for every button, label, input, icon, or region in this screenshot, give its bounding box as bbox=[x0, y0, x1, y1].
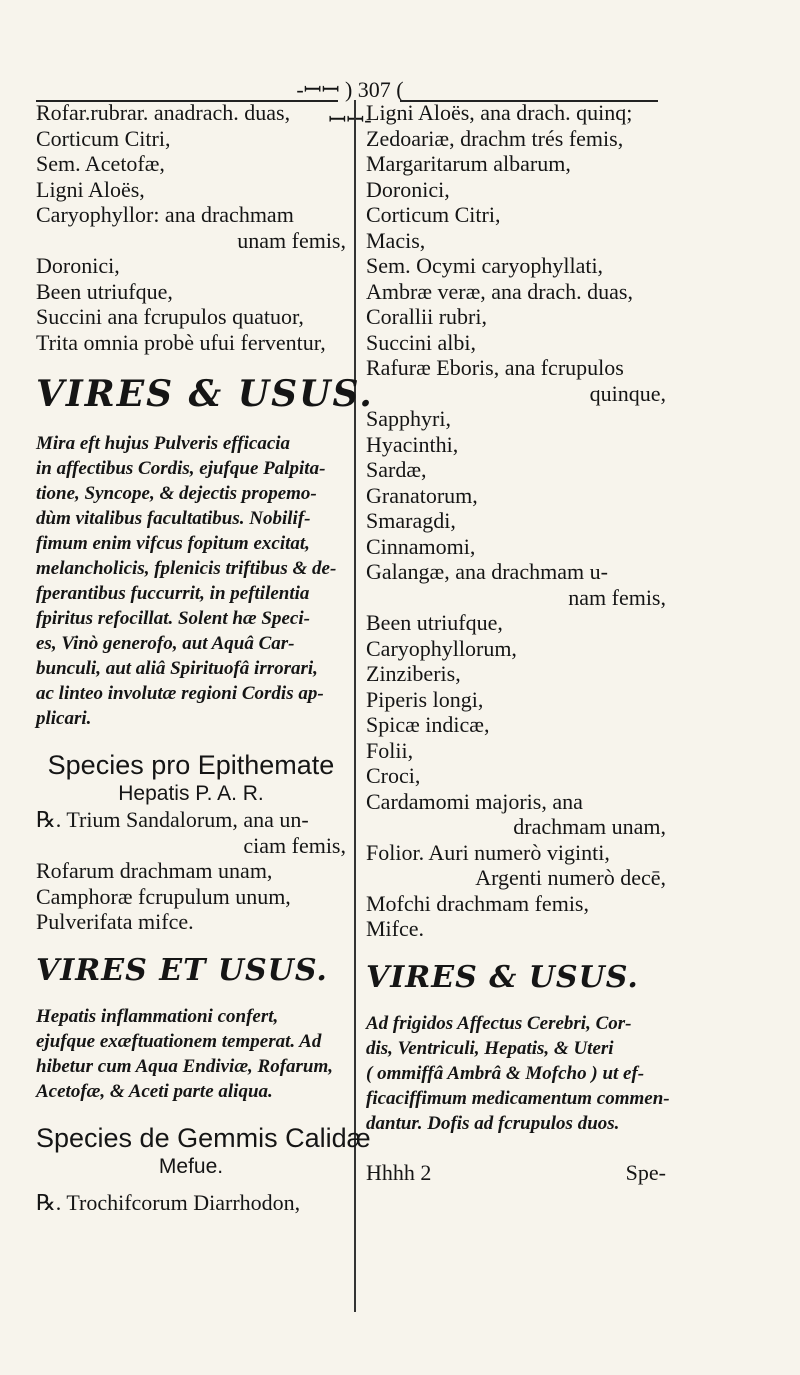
ingredient-line: Sem. Ocymi caryophyllati, bbox=[366, 253, 604, 278]
ingredient-list bbox=[366, 100, 666, 942]
ingredient-line: Hyacinthi, bbox=[366, 431, 459, 457]
ingredient-line: Margaritarum albarum, bbox=[366, 151, 571, 176]
text-line: ficaciffimum medicamentum commen- bbox=[366, 1087, 670, 1109]
ingredient-line: Spicæ indicæ, bbox=[366, 712, 490, 737]
ingredient-line: quinque, bbox=[589, 380, 666, 406]
text-line: fpiritus refocillat. Solent hæ Speci- bbox=[36, 608, 310, 629]
ingredient-line: Galangæ, ana drachmam u- bbox=[366, 559, 608, 584]
text-line: es, Vinò generofo, aut Aquâ Car- bbox=[36, 633, 295, 654]
ingredient-line: Ligni Aloës, bbox=[36, 176, 145, 202]
text-line: plicari. bbox=[36, 708, 92, 729]
ingredient-line: Rofarum drachmam unam, bbox=[36, 858, 273, 883]
ingredient-line: Ambræ veræ, ana drach. duas, bbox=[366, 278, 633, 304]
ingredient-list bbox=[36, 807, 346, 935]
section-heading: VIRES & USUS. bbox=[36, 373, 374, 415]
text-line: ac linteo involutæ regioni Cordis ap- bbox=[36, 683, 324, 704]
text-line: tione, Syncope, & dejectis propemo- bbox=[36, 483, 317, 504]
ingredient-line: Cinnamomi, bbox=[366, 533, 476, 559]
ingredient-line: Zinziberis, bbox=[366, 661, 461, 686]
ingredient-line: Trita omnia probè ufui ferventur, bbox=[36, 329, 326, 355]
ingredient-line: Folii, bbox=[366, 737, 414, 763]
text-line: Ad frigidos Affectus Cerebri, Cor- bbox=[366, 1012, 632, 1034]
right-column bbox=[366, 100, 670, 1186]
ingredient-line: Camphoræ fcrupulum unum, bbox=[36, 883, 291, 909]
ingredient-line: Been utriufque, bbox=[36, 278, 173, 304]
catchword: Spe- bbox=[625, 1159, 666, 1185]
species-subtitle: Hepatis P. A. R. bbox=[118, 782, 264, 805]
ingredient-line: ℞. Trium Sandalorum, ana un- bbox=[36, 807, 309, 832]
ingredient-line: nam femis, bbox=[568, 584, 666, 610]
section-heading: VIRES ET USUS. bbox=[36, 952, 328, 988]
ingredient-line: Mofchi drachmam femis, bbox=[366, 890, 589, 916]
signature-mark: Hhhh 2 bbox=[366, 1159, 432, 1185]
text-line: ( ommiffâ Ambrâ & Mofcho ) ut ef- bbox=[366, 1062, 645, 1084]
ingredient-line: Caryophyllorum, bbox=[366, 635, 517, 661]
page-number: -ꟷꟷ ) 307 ( ꟷꟷ- bbox=[296, 77, 404, 132]
page-footer bbox=[366, 1160, 666, 1186]
ingredient-line: Rafuræ Eboris, ana fcrupulos bbox=[366, 355, 624, 380]
ingredient-line: Zedoariæ, drachm trés femis, bbox=[366, 125, 624, 151]
ingredient-line: Sapphyri, bbox=[366, 406, 451, 431]
ingredient-line: Folior. Auri numerò viginti, bbox=[366, 839, 610, 865]
species-title: Species de Gemmis Calidæ bbox=[36, 1122, 371, 1153]
text-line: ejufque exæftuationem temperat. Ad bbox=[36, 1030, 322, 1052]
ingredient-line: Corticum Citri, bbox=[366, 202, 501, 227]
text-line: fperantibus fuccurrit, in peftilentia bbox=[36, 583, 310, 604]
italic-paragraph bbox=[36, 1004, 346, 1104]
ingredient-line: ℞. Trochifcorum Diarrhodon, bbox=[36, 1189, 301, 1215]
text-line: bunculi, aut aliâ Spirituofâ irrorari, bbox=[36, 658, 318, 679]
ingredient-line: Been utriufque, bbox=[366, 610, 503, 635]
text-line: dis, Ventriculi, Hepatis, & Uteri bbox=[366, 1037, 614, 1059]
ingredient-line: Smaragdi, bbox=[366, 508, 456, 533]
text-line: Mira eft hujus Pulveris efficacia bbox=[36, 433, 291, 454]
left-column bbox=[36, 100, 374, 1215]
italic-paragraph bbox=[36, 431, 346, 731]
ingredient-list bbox=[36, 100, 346, 355]
ingredient-line: Ligni Aloës, ana drach. quinq; bbox=[366, 100, 633, 125]
ingredient-line: Sardæ, bbox=[366, 457, 427, 482]
ingredient-line: Corallii rubri, bbox=[366, 304, 487, 329]
ingredient-line: Macis, bbox=[366, 227, 426, 253]
ingredient-line: Doronici, bbox=[366, 176, 450, 202]
ingredient-line: ciam femis, bbox=[243, 832, 346, 858]
ingredient-line: unam femis, bbox=[237, 227, 346, 253]
ingredient-line: Sem. Acetofæ, bbox=[36, 151, 165, 176]
text-line: in affectibus Cordis, ejufque Palpita- bbox=[36, 458, 326, 479]
text-line: hibetur cum Aqua Endiviæ, Rofarum, bbox=[36, 1055, 334, 1077]
text-line: dùm vitalibus facultatibus. Nobilif- bbox=[36, 508, 311, 529]
ingredient-line: Rofar.rubrar. anadrach. duas, bbox=[36, 100, 291, 125]
ingredient-line: Corticum Citri, bbox=[36, 125, 171, 151]
text-line: Hepatis inflammationi confert, bbox=[36, 1005, 279, 1027]
ingredient-line: Granatorum, bbox=[366, 482, 478, 508]
ingredient-line: Pulverifata mifce. bbox=[36, 909, 194, 934]
ingredient-line: Croci, bbox=[366, 763, 421, 788]
ingredient-line: drachmam unam, bbox=[513, 814, 666, 839]
ingredient-line: Mifce. bbox=[366, 916, 425, 941]
ingredient-line: Argenti numerò decē, bbox=[475, 865, 666, 890]
italic-paragraph bbox=[366, 1011, 670, 1136]
ingredient-line: Succini ana fcrupulos quatuor, bbox=[36, 304, 304, 329]
ingredient-line: Succini albi, bbox=[366, 329, 476, 355]
text-line: dantur. Dofis ad fcrupulos duos. bbox=[366, 1112, 620, 1134]
ingredient-line: Caryophyllor: ana drachmam bbox=[36, 202, 294, 227]
text-line: Acetofæ, & Aceti parte aliqua. bbox=[36, 1080, 273, 1102]
text-line: melancholicis, fplenicis triftibus & de- bbox=[36, 558, 337, 579]
ingredient-line: Cardamomi majoris, ana bbox=[366, 788, 583, 814]
ingredient-line: Doronici, bbox=[36, 253, 120, 278]
section-heading: VIRES & USUS. bbox=[366, 959, 639, 995]
species-subtitle: Mefue. bbox=[158, 1154, 224, 1178]
ingredient-line: Piperis longi, bbox=[366, 686, 484, 712]
text-line: fimum enim vifcus fopitum excitat, bbox=[36, 533, 310, 554]
species-title: Species pro Epithemate bbox=[47, 750, 335, 780]
